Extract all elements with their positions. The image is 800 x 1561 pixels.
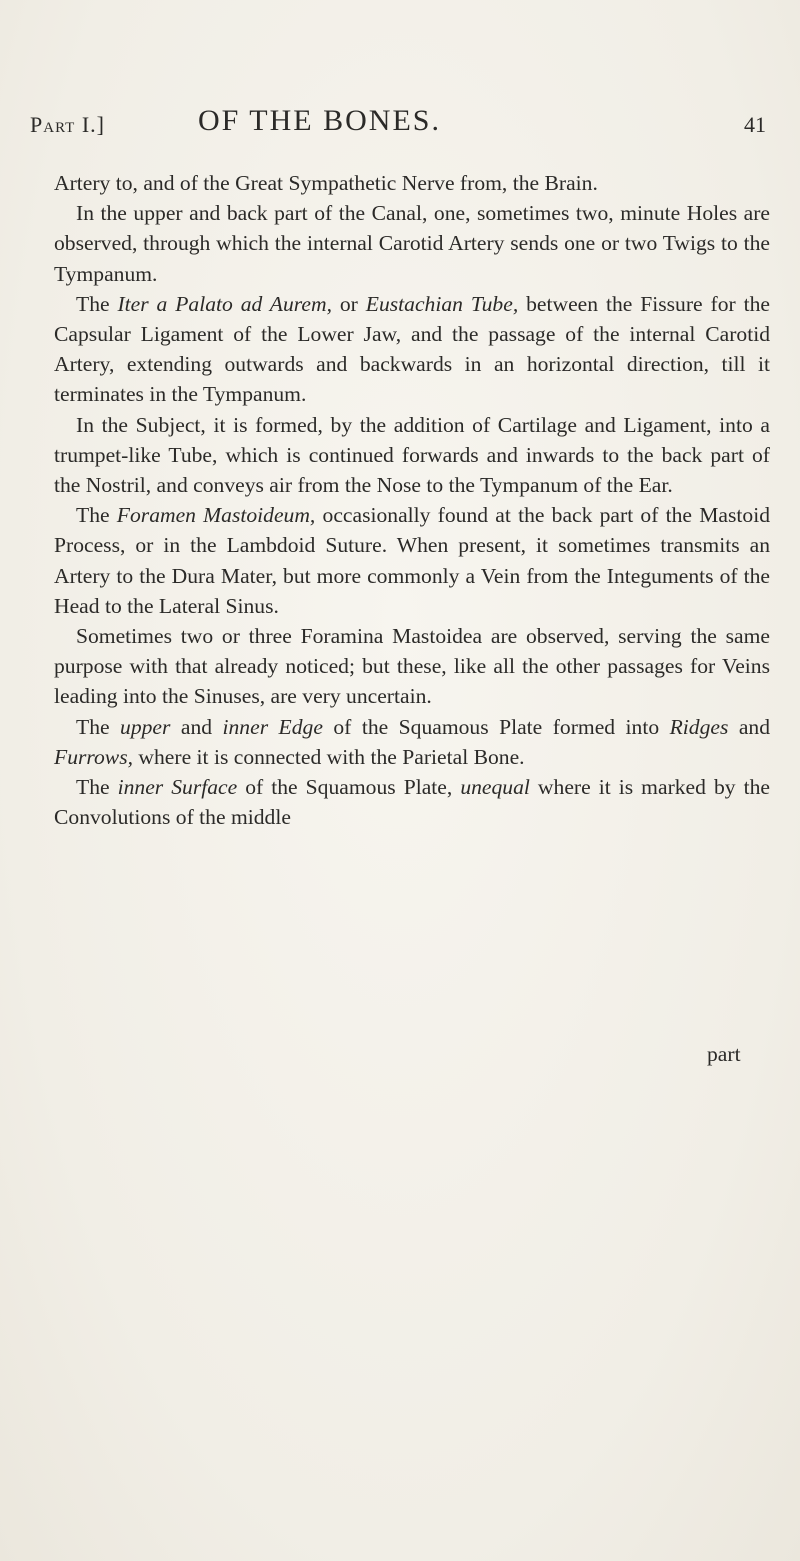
catchword: part	[707, 1042, 741, 1066]
paragraph: The Foramen Mastoideum, occasionally found at the back part of the Mastoid Process, or in the Lambdoid Suture. When present, it sometimes transmits an Artery to the Dura Mater, but more commonly a Vein from the Integuments of the Head to the Lateral Sinus.	[54, 503, 770, 618]
running-header	[30, 104, 766, 144]
paragraph: The inner Surface of the Squamous Plate, unequal where it is marked by the Convolutions of the middle	[54, 775, 770, 830]
part-label: Part I.]	[30, 112, 105, 137]
paragraph: Artery to, and of the Great Sympathetic Nerve from, the Brain.	[54, 171, 598, 195]
page-number: 41	[744, 112, 766, 137]
paragraph: In the Subject, it is formed, by the addition of Cartilage and Ligament, into a trumpet-like Tube, which is continued forwards and inwards to the back part of the Nostril, and conveys air from the Nose to the Tympanum of the Ear.	[54, 412, 770, 498]
paragraph: The upper and inner Edge of the Squamous Plate formed into Ridges and Furrows, where it is connected with the Parietal Bone.	[54, 714, 770, 769]
chapter-title: OF THE BONES.	[198, 104, 441, 137]
body-text	[54, 168, 770, 832]
paragraph: Sometimes two or three Foramina Mastoidea are observed, serving the same purpose with that already noticed; but these, like all the other passages for Veins leading into the Sinuses, are very uncertain.	[54, 624, 770, 709]
paragraph: The Iter a Palato ad Aurem, or Eustachian Tube, between the Fissure for the Capsular Ligament of the Lower Jaw, and the passage of the internal Carotid Artery, extending outwards and backwards in an horizontal direction, till it terminates in the Tympanum.	[54, 291, 770, 407]
paragraph: In the upper and back part of the Canal, one, sometimes two, minute Holes are observed, through which the internal Carotid Artery sends one or two Twigs to the Tympanum.	[54, 201, 770, 286]
